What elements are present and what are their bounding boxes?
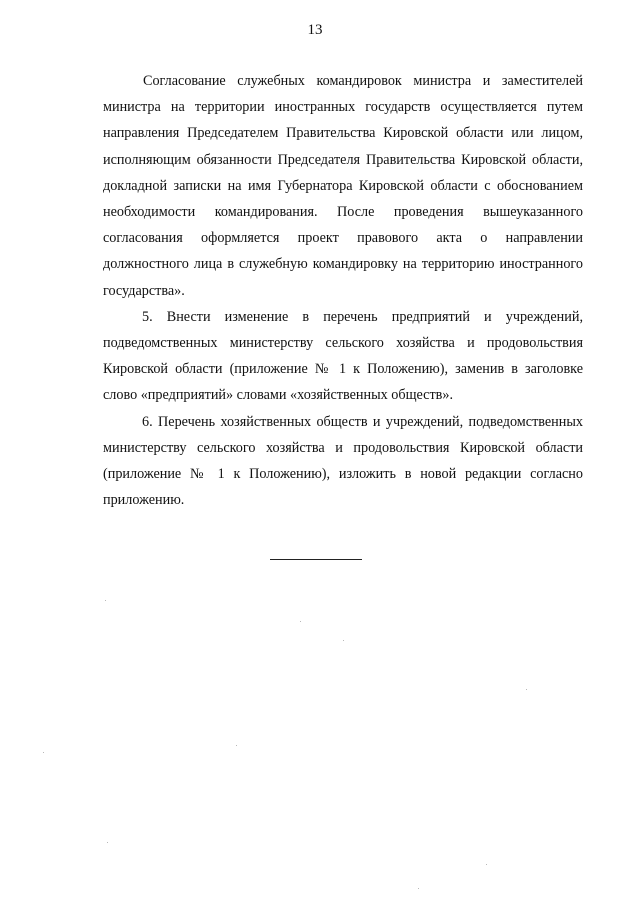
- scan-speck: [526, 689, 527, 690]
- scan-speck: [107, 842, 108, 843]
- end-of-text-rule: [270, 559, 362, 560]
- paragraph-item-5: 5. Внести изменение в перечень предприятий и учреждений, подведомственных министерству сельского хозяйства и продовольствия Кировской области (приложение № 1 к Положению), заменив в заголовке слово «предприятий» словами «хозяйственных обществ».: [103, 308, 583, 404]
- scan-speck: [418, 888, 419, 889]
- document-body: [103, 68, 583, 513]
- scan-speck: [236, 745, 237, 746]
- page-number: 13: [307, 22, 323, 38]
- paragraph-item-6: 6. Перечень хозяйственных обществ и учреждений, подведомственных министерству сельского хозяйства и продовольствия Кировской области (приложение № 1 к Положению), изложить в новой редакции согласно приложению.: [103, 413, 583, 509]
- scan-speck: [486, 864, 487, 865]
- scan-speck: [343, 640, 344, 641]
- scan-speck: [105, 600, 106, 601]
- scan-speck: [300, 621, 301, 622]
- scan-speck: [43, 752, 44, 753]
- paragraph-agreement: Согласование служебных командировок министра и заместителей министра на территории иностранных государств осуществляется путем направления Председателем Правительства Кировской области или лицом, исполняющим обязанности Председателя Правительства Кировской области, докладной записки на имя Губернатора Кировской области с обоснованием необходимости командирования. После проведения вышеуказанного согласования оформляется проект правового акта о направлении должностного лица в служебную командировку на территорию иностранного государства».: [103, 73, 583, 299]
